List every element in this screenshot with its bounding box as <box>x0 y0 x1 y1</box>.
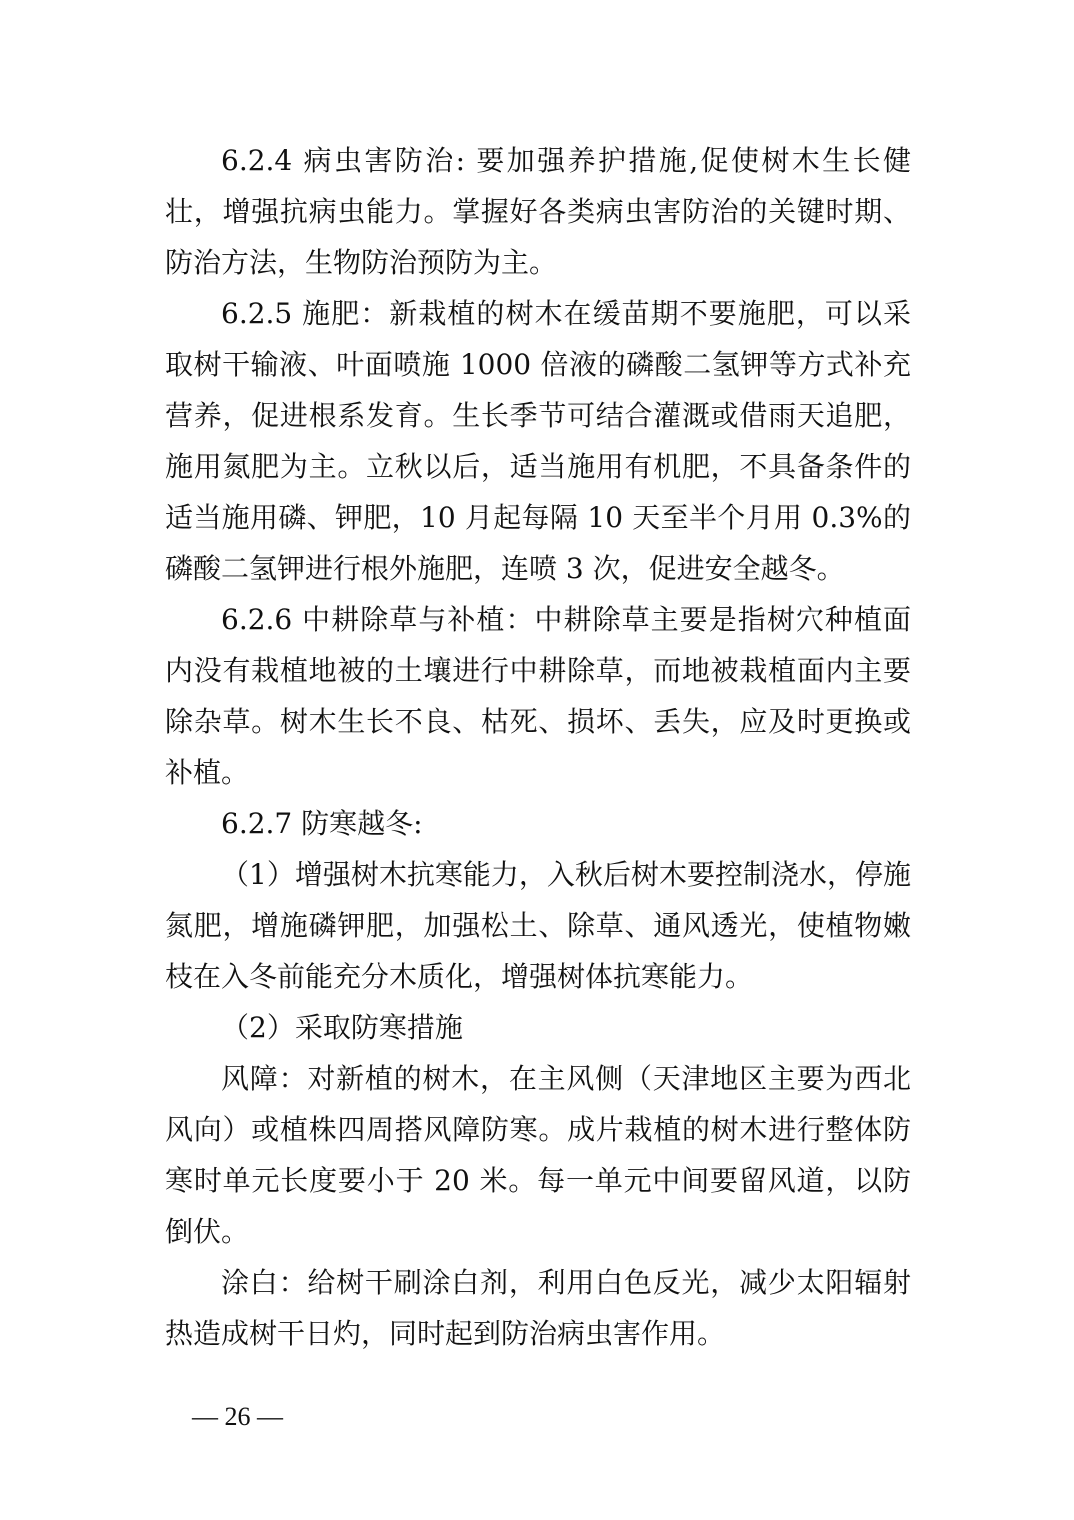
paragraph-6-2-7-heading: 6.2.7 防寒越冬: <box>221 807 423 840</box>
paragraph-windbreak: 风障：对新植的树木，在主风侧（天津地区主要为西北风向）或植株四周搭风障防寒。成片栽植的树木进行整体防寒时单元长度要小于 20 米。每一单元中间要留风道，以防倒伏。 <box>165 1062 911 1248</box>
paragraph-6-2-6: 6.2.6 中耕除草与补植：中耕除草主要是指树穴种植面内没有栽植地被的土壤进行中耕除草，而地被栽植面内主要除杂草。树木生长不良、枯死、损坏、丢失，应及时更换或补植。 <box>165 603 911 789</box>
paragraph-item-2: （2）采取防寒措施 <box>221 1011 463 1044</box>
page-number: — 26 — <box>192 1402 283 1431</box>
paragraph-item-1: （1）增强树木抗寒能力，入秋后树木要控制浇水，停施氮肥，增施磷钾肥，加强松土、除草、通风透光，使植物嫩枝在入冬前能充分木质化，增强树体抗寒能力。 <box>165 858 911 993</box>
paragraph-whitewash: 涂白：给树干刷涂白剂，利用白色反光，减少太阳辐射热造成树干日灼，同时起到防治病虫害作用。 <box>165 1266 911 1350</box>
paragraph-6-2-5: 6.2.5 施肥：新栽植的树木在缓苗期不要施肥，可以采取树干输液、叶面喷施 1000 倍液的磷酸二氢钾等方式补充营养，促进根系发育。生长季节可结合灌溉或借雨天追肥，施用氮肥为主。立秋以后，适当施用有机肥，不具备条件的适当施用磷、钾肥，10 月起每隔 10 天至半个月用 0.3%的磷酸二氢钾进行根外施肥，连喷 3 次，促进安全越冬。 <box>165 297 911 585</box>
paragraph-6-2-4: 6.2.4 病虫害防治: 要加强养护措施,促使树木生长健壮，增强抗病虫能力。掌握好各类病虫害防治的关键时期、防治方法，生物防治预防为主。 <box>165 144 911 279</box>
body-text <box>165 135 911 1359</box>
